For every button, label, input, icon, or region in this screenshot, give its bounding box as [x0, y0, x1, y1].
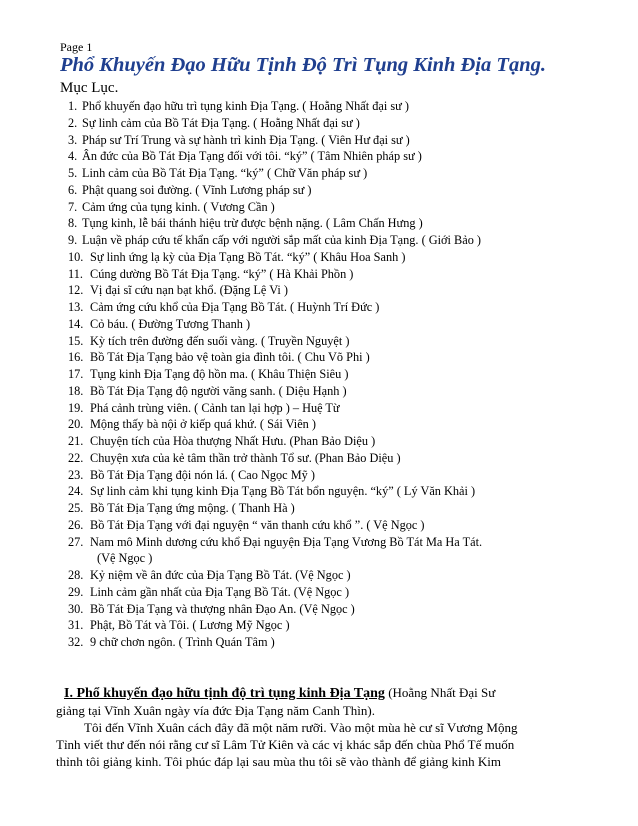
toc-item [68, 299, 608, 316]
toc-item [68, 215, 608, 232]
toc-item [68, 433, 608, 450]
toc-item-number: 30. [68, 601, 84, 616]
toc-item [68, 266, 608, 283]
toc-item [68, 634, 608, 651]
toc-item-number: 15. [68, 333, 84, 348]
toc-item [68, 366, 608, 383]
toc-item-text: Sự linh ứng lạ kỳ của Địa Tạng Bồ Tát. “ký” ( Khâu Hoa Sanh ) [90, 249, 406, 264]
toc-item [68, 534, 608, 568]
document-title: Phổ Khuyến Đạo Hữu Tịnh Độ Trì Tụng Kinh Địa Tạng. [60, 54, 546, 76]
toc-item-text: Bồ Tát Địa Tạng bảo vệ toàn gia đình tôi. ( Chu Võ Phi ) [90, 350, 370, 365]
section-author: (Hoằng Nhất Đại Sư [384, 685, 496, 700]
toc-item [68, 316, 608, 333]
toc-item-text: Pháp sư Trí Trung và sự hành trì kinh Địa Tạng. ( Viên Hư đại sư ) [82, 132, 410, 147]
toc-item-number: 7. [68, 199, 78, 214]
toc-item-number: 18. [68, 383, 84, 398]
toc-item-text: Cúng dường Bồ Tát Địa Tạng. “ký” ( Hà Khải Phồn ) [90, 266, 354, 281]
toc-item [68, 416, 608, 433]
toc-item-number: 4. [68, 149, 78, 164]
toc-item-number: 16. [68, 350, 84, 365]
toc-item-number: 31. [68, 618, 84, 633]
toc-item-number: 22. [68, 450, 84, 465]
toc-item [68, 249, 608, 266]
toc-item [68, 567, 608, 584]
toc-item [68, 400, 608, 417]
toc-item-continuation: (Vệ Ngọc ) [97, 551, 153, 566]
section-author-cont: giảng tại Vĩnh Xuân ngày vía đức Địa Tạng năm Canh Thìn). [56, 703, 375, 718]
toc-item [68, 450, 608, 467]
toc-item-text: Kỳ tích trên đường đến suối vàng. ( Truyền Nguyệt ) [90, 333, 350, 348]
toc-item-number: 20. [68, 417, 84, 432]
toc-item [68, 98, 608, 115]
table-of-contents [68, 98, 608, 651]
toc-item-text: Tụng kinh, lễ bái thánh hiệu trừ được bệnh nặng. ( Lâm Chấn Hưng ) [82, 216, 423, 231]
toc-item-number: 6. [68, 182, 78, 197]
toc-item-text: Bồ Tát Địa Tạng đội nón lá. ( Cao Ngọc Mỹ ) [90, 467, 315, 482]
toc-item [68, 232, 608, 249]
toc-item-text: Nam mô Minh dương cứu khổ Đại nguyện Địa Tạng Vương Bồ Tát Ma Ha Tát. [90, 534, 483, 549]
toc-item [68, 483, 608, 500]
toc-item [68, 148, 608, 165]
section-title: I. Phổ khuyến đạo hữu tịnh độ trì tụng kinh Địa Tạng [64, 686, 385, 701]
toc-item-number: 10. [68, 249, 84, 264]
toc-item [68, 199, 608, 216]
toc-item [68, 165, 608, 182]
toc-item-number: 14. [68, 316, 84, 331]
page-label: Page 1 [60, 40, 93, 54]
toc-item-text: Tụng kinh Địa Tạng độ hồn ma. ( Khâu Thiện Siêu ) [90, 367, 349, 381]
toc-item-number: 12. [68, 283, 84, 298]
toc-item [68, 617, 608, 634]
toc-item-number: 9. [68, 233, 78, 247]
toc-item-text: Cảm ứng cứu khổ của Địa Tạng Bồ Tát. ( Huỳnh Trí Đức ) [90, 300, 380, 314]
section-heading [56, 684, 588, 702]
toc-item [68, 132, 608, 149]
paragraph-line: Tỉnh viết thư đến nói rằng cư sĩ Lâm Tử Kiên và các vị khác sắp đến chùa Phổ Tế muốn [56, 737, 515, 752]
toc-item-text: Sự linh cảm khi tụng kinh Địa Tạng Bồ Tát bổn nguyện. “ký” ( Lý Văn Khải ) [90, 484, 476, 499]
toc-item [68, 601, 608, 618]
toc-item [68, 349, 608, 366]
toc-item-text: Phật, Bồ Tát và Tôi. ( Lương Mỹ Ngọc ) [90, 618, 290, 633]
toc-item-text: Phật quang soi đường. ( Vĩnh Lương pháp sư ) [82, 182, 312, 197]
toc-item-number: 17. [68, 367, 84, 381]
toc-item-text: Phá cảnh trùng viên. ( Cảnh tan lại hợp ) – Huệ Từ [90, 400, 340, 415]
toc-item-text: Luận về pháp cứu tế khẩn cấp với người sắp mất của kinh Địa Tạng. ( Giới Bảo ) [82, 233, 482, 247]
toc-item-number: 21. [68, 434, 84, 448]
toc-item [68, 182, 608, 199]
toc-item-text: Cảm ứng của tụng kinh. ( Vương Cần ) [82, 199, 275, 214]
toc-item [68, 584, 608, 601]
toc-item-text: Linh cảm gần nhất của Địa Tạng Bồ Tát. (Vệ Ngọc ) [90, 584, 350, 599]
toc-item [68, 517, 608, 534]
toc-item-text: Cỏ báu. ( Đường Tương Thanh ) [90, 316, 251, 331]
toc-item-text: Bồ Tát Địa Tạng với đại nguyện “ văn thanh cứu khổ ”. ( Vệ Ngọc ) [90, 517, 425, 532]
toc-item-text: Vị đại sĩ cứu nạn bạt khổ. (Đặng Lệ Vi ) [90, 283, 288, 298]
toc-heading: Mục Lục. [60, 80, 119, 96]
section-1 [56, 684, 588, 770]
toc-item-number: 3. [68, 132, 78, 147]
paragraph-line: Tôi đến Vĩnh Xuân cách đây đã một năm rưỡi. Vào một mùa hè cư sĩ Vương Mộng [84, 720, 518, 735]
toc-item-number: 24. [68, 484, 84, 499]
toc-item-number: 2. [68, 115, 78, 130]
toc-item-text: Ân đức của Bồ Tát Địa Tạng đối với tôi. “ký” ( Tâm Nhiên pháp sư ) [82, 149, 422, 164]
toc-item [68, 282, 608, 299]
toc-item-number: 27. [68, 534, 84, 549]
toc-item [68, 500, 608, 517]
toc-item [68, 467, 608, 484]
toc-item-number: 28. [68, 568, 84, 582]
toc-item [68, 115, 608, 132]
toc-item-number: 1. [68, 99, 78, 113]
toc-item-text: Bồ Tát Địa Tạng ứng mộng. ( Thanh Hà ) [90, 501, 295, 515]
toc-item-text: 9 chữ chơn ngôn. ( Trình Quán Tâm ) [90, 635, 275, 649]
toc-item-number: 32. [68, 635, 84, 649]
toc-item-number: 19. [68, 400, 84, 415]
paragraph-line: thỉnh tôi giảng kinh. Tôi phúc đáp lại sau mùa thu tôi sẽ vào thành để giảng kinh Kim [56, 754, 501, 769]
toc-item-text: Mộng thấy bà nội ở kiếp quá khứ. ( Sái Viên ) [90, 417, 316, 432]
toc-item-text: Linh cảm của Bồ Tát Địa Tạng. “ký” ( Chữ Văn pháp sư ) [82, 166, 368, 180]
toc-item-text: Phổ khuyến đạo hữu trì tụng kinh Địa Tạng. ( Hoằng Nhất đại sư ) [82, 99, 409, 113]
toc-item-number: 8. [68, 216, 78, 231]
toc-item-number: 5. [68, 166, 78, 180]
toc-item-number: 25. [68, 501, 84, 515]
toc-item [68, 383, 608, 400]
toc-item-text: Bồ Tát Địa Tạng độ người vãng sanh. ( Diệu Hạnh ) [90, 383, 347, 398]
toc-item-text: Bồ Tát Địa Tạng và thượng nhân Đạo An. (Vệ Ngọc ) [90, 601, 355, 616]
toc-item-text: Chuyện xưa của kẻ tâm thần trở thành Tổ sư. (Phan Bảo Diệu ) [90, 450, 401, 465]
toc-item-number: 26. [68, 517, 84, 532]
toc-item-text: Kỷ niệm về ân đức của Địa Tạng Bồ Tát. (Vệ Ngọc ) [90, 568, 351, 582]
toc-item-number: 11. [68, 266, 83, 281]
toc-item-number: 13. [68, 300, 84, 314]
toc-item-text: Sự linh cảm của Bồ Tát Địa Tạng. ( Hoằng Nhất đại sư ) [82, 115, 360, 130]
toc-item-number: 23. [68, 467, 84, 482]
toc-item [68, 333, 608, 350]
toc-item-text: Chuyện tích của Hòa thượng Nhất Hưu. (Phan Bảo Diệu ) [90, 434, 376, 448]
toc-item-number: 29. [68, 584, 84, 599]
